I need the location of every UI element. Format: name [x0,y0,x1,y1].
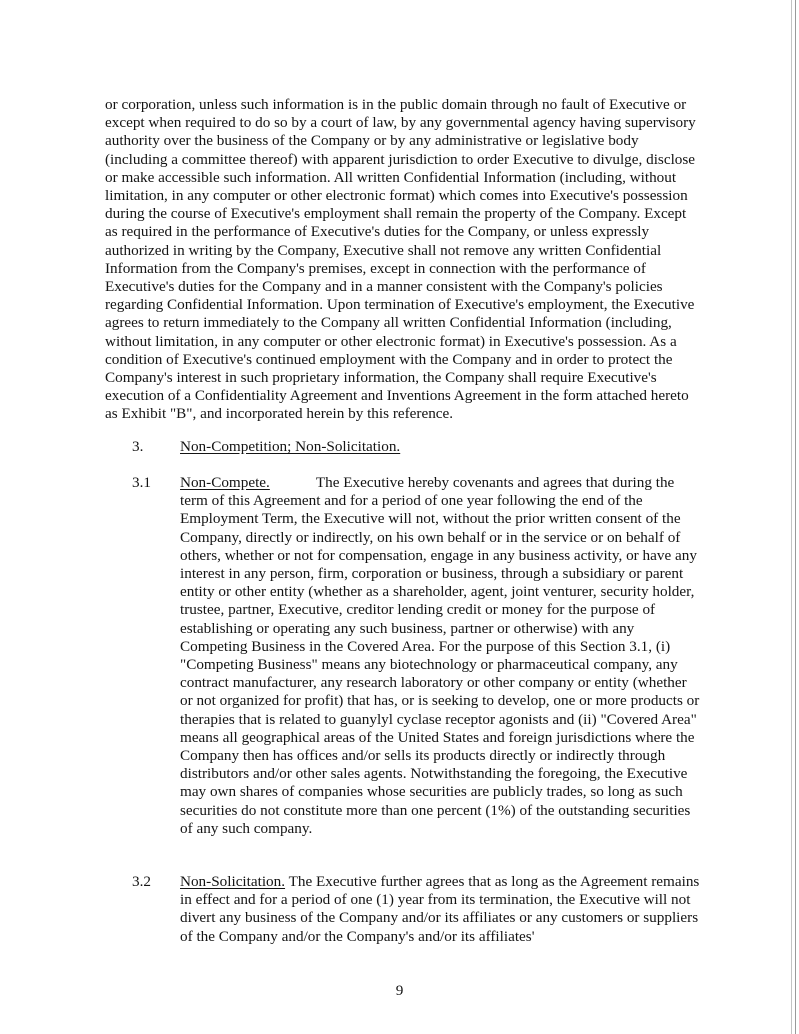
section-3-1 [132,474,702,838]
scan-edge-line [795,0,796,1034]
intro-paragraph: or corporation, unless such information is in the public domain through no fault of Executive or except when required to do so by a court of law, by any governmental agency having supervisory authority over the business of the Company or by any administrative or legislative body (including a committee thereof) with apparent jurisdiction to order Executive to divulge, disclose or make accessible such information. All written Confidential Information (including, without limitation, in any computer or other electronic format) which comes into Executive's possession during the course of Executive's employment shall remain the property of the Company. Except as required in the performance of Executive's duties for the Company, or unless expressly authorized in writing by the Company, Executive shall not remove any written Confidential Information from the Company's premises, except in connection with the performance of Executive's duties for the Company and in a manner consistent with the Company's policies regarding Confidential Information. Upon termination of Executive's employment, the Executive agrees to return immediately to the Company all written Confidential Information (including, without limitation, in any computer or other electronic format) in Executive's possession. As a condition of Executive's continued employment with the Company and in order to protect the Company's interest in such proprietary information, the Company shall require Executive's execution of a Confidentiality Agreement and Inventions Agreement in the form attached hereto as Exhibit "B", and incorporated herein by this reference. [105,96,696,423]
section-3-title: Non-Competition; Non-Solicitation. [180,438,401,455]
section-3-1-title: Non-Compete. [180,474,270,491]
section-3-2-title: Non-Solicitation. [180,873,286,890]
page-number: 9 [395,982,404,999]
section-3-2-body [180,873,702,946]
section-3-1-body [180,474,702,838]
section-3-number: 3. [132,438,144,455]
scan-edge-line-inner [791,0,792,1034]
section-3-heading [132,438,692,456]
section-3-1-text: The Executive hereby covenants and agrees that during the term of this Agreement and for a period of one year following the end of the Employment Term, the Executive will not, without the prior written consent of the Company, directly or indirectly, on his own behalf or in the service or on behalf of others, whether or not for compensation, engage in any business activity, or have any interest in any person, firm, corporation or business, through a subsidiary or parent entity or other entity (whether as a shareholder, agent, joint venturer, security holder, trustee, partner, Executive, creditor lending credit or money for the purpose of establishing or operating any such business, partner or otherwise) with any Competing Business in the Covered Area. For the purpose of this Section 3.1, (i) "Competing Business" means any biotechnology or pharmaceutical company, any contract manufacturer, any research laboratory or other company or entity (whether or not organized for profit) that has, or is seeking to develop, one or more products or therapies that is related to guanylyl cyclase receptor agonists and (ii) "Covered Area" means all geographical areas of the United States and foreign jurisdictions where the Company then has offices and/or sells its products directly or indirectly through distributors and/or other sales agents. Notwithstanding the foregoing, the Executive may own shares of companies whose securities are publicly trades, so long as such securities do not constitute more than one percent (1%) of the outstanding securities of any such company. [180,474,700,837]
section-3-1-number: 3.1 [132,474,151,491]
section-3-2 [132,873,702,946]
section-3-2-number: 3.2 [132,873,151,890]
section-3-2-text: The Executive further agrees that as long as the Agreement remains in effect and for a period of one (1) year from its termination, the Executive will not divert any business of the Company and/or its affiliates or any customers or suppliers of the Company and/or the Company's and/or its affiliates' [180,873,700,945]
